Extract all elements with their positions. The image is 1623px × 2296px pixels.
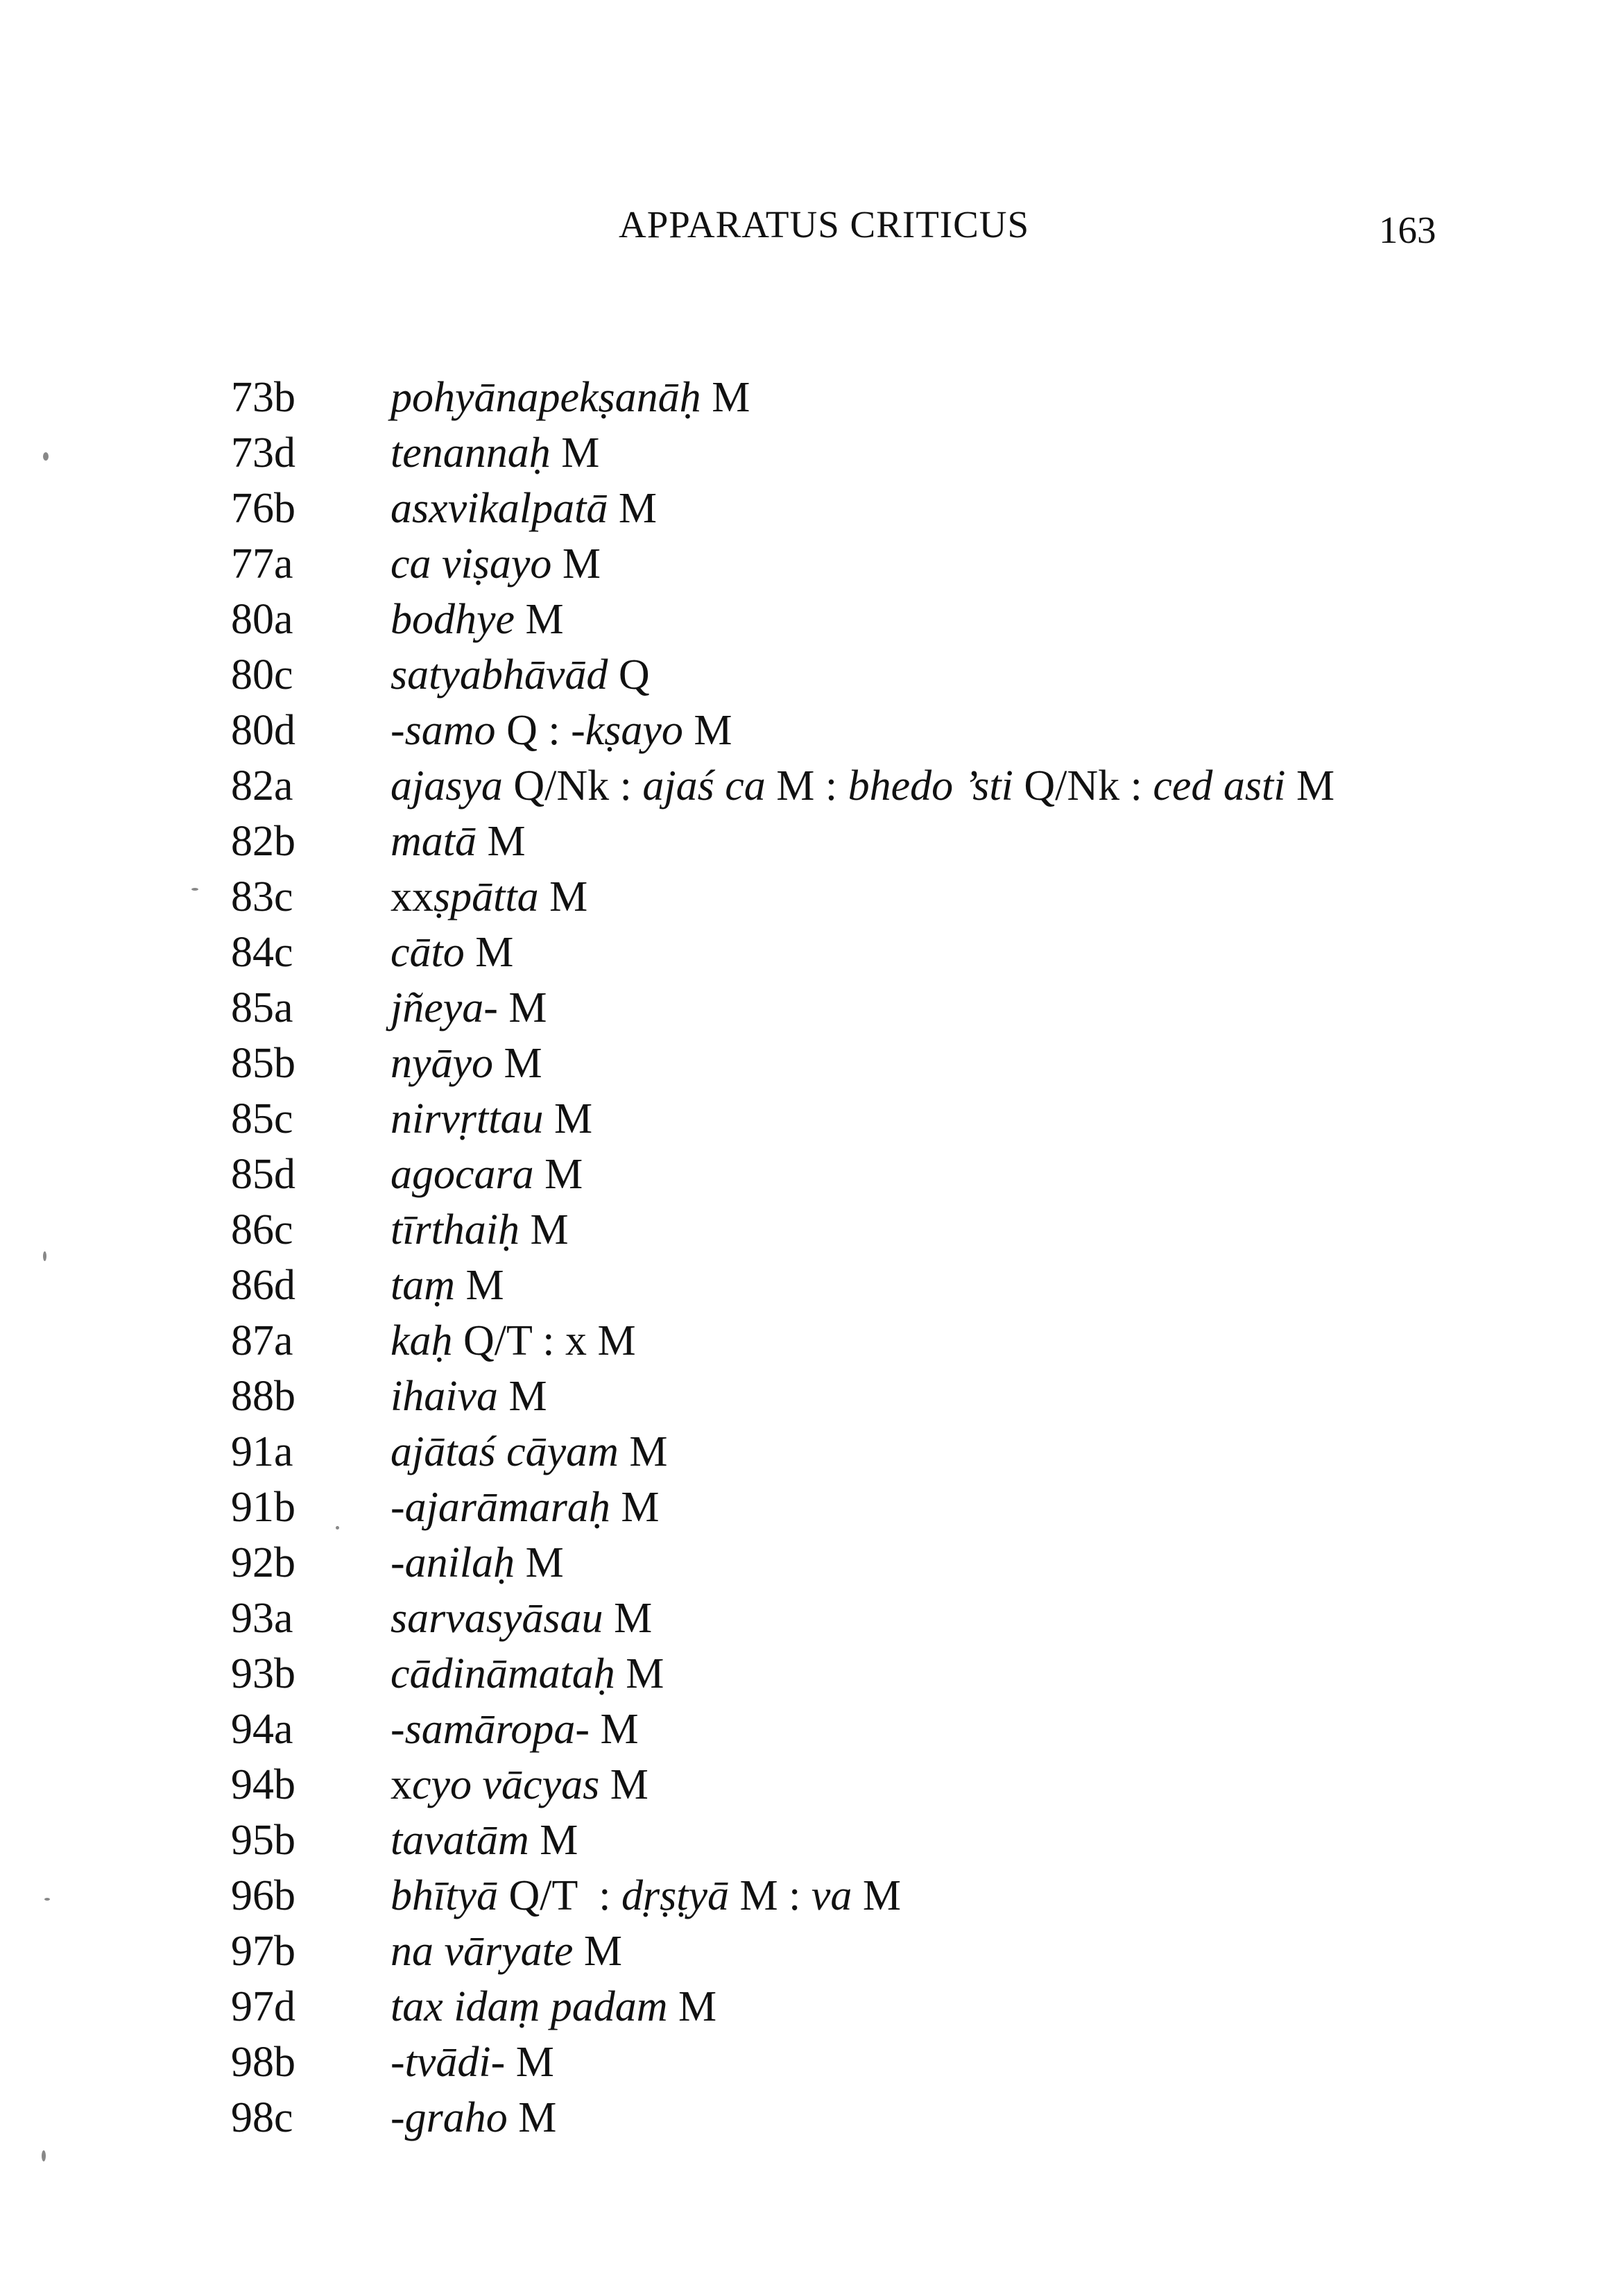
variant-reading xyxy=(390,980,1403,1036)
verse-reference: 85b xyxy=(231,1040,295,1087)
scan-speck xyxy=(336,1526,339,1530)
witness-siglum: M xyxy=(610,1484,660,1531)
apparatus-entry xyxy=(0,1091,1623,1147)
witness-siglum: M xyxy=(543,1095,593,1142)
variant-reading xyxy=(390,1813,1403,1868)
verse-reference: 85d xyxy=(231,1151,295,1198)
witness-siglum: M xyxy=(603,1595,653,1642)
witness-siglum: M : xyxy=(765,762,848,809)
variant-reading xyxy=(390,370,1403,425)
witness-siglum: M xyxy=(590,1706,639,1753)
verse-reference: 97d xyxy=(231,1983,295,2030)
apparatus-entry xyxy=(0,814,1623,869)
variant-reading xyxy=(390,1868,1403,1924)
verse-reference: 98b xyxy=(231,2039,295,2086)
reading-text: tax idaṃ padam xyxy=(390,1983,668,2030)
reading-text: cāto xyxy=(390,929,465,976)
variant-reading xyxy=(390,1480,1403,1535)
witness-siglum: M xyxy=(618,1428,668,1475)
witness-siglum: M xyxy=(505,2039,554,2086)
witness-siglum: M xyxy=(515,1539,564,1586)
verse-reference: 87a xyxy=(231,1317,293,1364)
apparatus-entry xyxy=(0,481,1623,536)
reading-text: -anilaḥ xyxy=(390,1539,515,1586)
scan-speck xyxy=(43,1251,46,1261)
apparatus-entry xyxy=(0,1147,1623,1202)
verse-reference: 86d xyxy=(231,1262,295,1309)
variant-reading xyxy=(390,1313,1403,1369)
variant-reading xyxy=(390,2090,1403,2145)
reading-text: tavatām xyxy=(390,1817,529,1864)
witness-siglum: x xyxy=(390,1761,412,1808)
apparatus-entry xyxy=(0,592,1623,647)
witness-siglum: M xyxy=(701,374,750,421)
witness-siglum: M xyxy=(476,818,526,865)
verse-reference: 93a xyxy=(231,1595,293,1642)
apparatus-entry xyxy=(0,925,1623,980)
verse-reference: 91a xyxy=(231,1428,293,1475)
witness-siglum: M xyxy=(551,540,601,588)
witness-siglum: M xyxy=(682,707,732,754)
variant-reading xyxy=(390,481,1403,536)
apparatus-entry xyxy=(0,536,1623,592)
apparatus-entry xyxy=(0,2034,1623,2090)
witness-siglum: M xyxy=(667,1983,717,2030)
reading-text: tenannaḥ xyxy=(390,429,551,477)
apparatus-entry xyxy=(0,980,1623,1036)
apparatus-entry xyxy=(0,1202,1623,1258)
witness-siglum: M : xyxy=(728,1872,812,1919)
verse-reference: 83c xyxy=(231,873,293,920)
scan-speck xyxy=(191,888,198,891)
reading-text: ihaiva xyxy=(390,1373,498,1420)
verse-reference: 93b xyxy=(231,1650,295,1697)
variant-reading xyxy=(390,758,1403,814)
apparatus-entry xyxy=(0,1813,1623,1868)
variant-reading xyxy=(390,1091,1403,1147)
reading-text: ṣpātta xyxy=(433,873,539,920)
variant-reading xyxy=(390,425,1403,481)
page-header xyxy=(0,203,1623,258)
witness-siglum: Q/T : x M xyxy=(452,1317,636,1364)
reading-text: ajātaś cāyam xyxy=(390,1428,619,1475)
witness-siglum: M xyxy=(550,429,600,477)
witness-siglum: Q : xyxy=(495,707,572,754)
scan-speck xyxy=(43,452,49,461)
variant-reading xyxy=(390,592,1403,647)
witness-siglum: Q/T : xyxy=(497,1872,621,1919)
verse-reference: 76b xyxy=(231,485,295,532)
witness-siglum: M xyxy=(455,1262,504,1309)
variant-reading xyxy=(390,1258,1403,1313)
reading-text: -samo xyxy=(390,707,496,754)
running-title: APPARATUS CRITICUS xyxy=(619,203,1030,246)
reading-text: -tvādi- xyxy=(390,2039,506,2086)
apparatus-entry xyxy=(0,1313,1623,1369)
apparatus-entries xyxy=(0,370,1623,2145)
reading-text: asxvikalpatā xyxy=(390,485,608,532)
apparatus-entry xyxy=(0,1757,1623,1813)
apparatus-entry xyxy=(0,370,1623,425)
reading-text: -graho xyxy=(390,2094,508,2141)
witness-siglum: xx xyxy=(390,873,433,920)
apparatus-entry xyxy=(0,1036,1623,1091)
apparatus-entry xyxy=(0,1535,1623,1591)
reading-text: nyāyo xyxy=(390,1040,494,1087)
verse-reference: 96b xyxy=(231,1872,295,1919)
variant-reading xyxy=(390,1202,1403,1258)
variant-reading xyxy=(390,536,1403,592)
verse-reference: 84c xyxy=(231,929,293,976)
witness-siglum: M xyxy=(497,984,547,1031)
reading-text: -ajarāmaraḥ xyxy=(390,1484,610,1531)
variant-reading xyxy=(390,1702,1403,1757)
apparatus-entry xyxy=(0,1868,1623,1924)
reading-text: na vāryate xyxy=(390,1928,574,1975)
scan-speck xyxy=(44,1898,50,1901)
reading-text: kaḥ xyxy=(390,1317,453,1364)
variant-reading xyxy=(390,1424,1403,1480)
witness-siglum: M xyxy=(533,1151,583,1198)
variant-reading xyxy=(390,703,1403,758)
apparatus-entry xyxy=(0,703,1623,758)
reading-text: cādināmataḥ xyxy=(390,1650,615,1697)
verse-reference: 85c xyxy=(231,1095,293,1142)
verse-reference: 95b xyxy=(231,1817,295,1864)
reading-text: bodhye xyxy=(390,596,515,643)
apparatus-entry xyxy=(0,869,1623,925)
witness-siglum: M xyxy=(538,873,588,920)
witness-siglum: M xyxy=(464,929,514,976)
witness-siglum: M xyxy=(573,1928,623,1975)
verse-reference: 86c xyxy=(231,1206,293,1253)
apparatus-entry xyxy=(0,1646,1623,1702)
witness-siglum: Q/Nk : xyxy=(502,762,643,809)
verse-reference: 80d xyxy=(231,707,295,754)
reading-text: tīrthaiḥ xyxy=(390,1206,520,1253)
reading-text: agocara xyxy=(390,1151,534,1198)
reading-text: bhedo ’sti xyxy=(848,762,1013,809)
witness-siglum: M xyxy=(515,596,564,643)
variant-reading xyxy=(390,1535,1403,1591)
apparatus-entry xyxy=(0,2090,1623,2145)
verse-reference: 98c xyxy=(231,2094,293,2141)
variant-reading xyxy=(390,925,1403,980)
witness-siglum: M xyxy=(519,1206,569,1253)
apparatus-entry xyxy=(0,1702,1623,1757)
apparatus-entry xyxy=(0,1258,1623,1313)
variant-reading xyxy=(390,1924,1403,1979)
witness-siglum: M xyxy=(1285,762,1335,809)
verse-reference: 73d xyxy=(231,429,295,477)
witness-siglum: Q/Nk : xyxy=(1013,762,1153,809)
witness-siglum: M xyxy=(608,485,658,532)
verse-reference: 94b xyxy=(231,1761,295,1808)
variant-reading xyxy=(390,1979,1403,2034)
verse-reference: 80c xyxy=(231,651,293,699)
reading-text: pohyānapekṣanāḥ xyxy=(390,374,701,421)
witness-siglum: M xyxy=(529,1817,578,1864)
reading-text: bhītyā xyxy=(390,1872,498,1919)
witness-siglum: M xyxy=(507,2094,557,2141)
variant-reading xyxy=(390,647,1403,703)
verse-reference: 94a xyxy=(231,1706,293,1753)
page-number: 163 xyxy=(1379,209,1436,251)
witness-siglum: M xyxy=(493,1040,542,1087)
variant-reading xyxy=(390,1147,1403,1202)
variant-reading xyxy=(390,1369,1403,1424)
apparatus-entry xyxy=(0,758,1623,814)
verse-reference: 92b xyxy=(231,1539,295,1586)
scan-speck xyxy=(42,2150,46,2161)
witness-siglum: M xyxy=(615,1650,664,1697)
apparatus-entry xyxy=(0,1369,1623,1424)
verse-reference: 82a xyxy=(231,762,293,809)
verse-reference: 91b xyxy=(231,1484,295,1531)
reading-text: ajasya xyxy=(390,762,503,809)
apparatus-entry xyxy=(0,1424,1623,1480)
apparatus-entry xyxy=(0,1480,1623,1535)
variant-reading xyxy=(390,1646,1403,1702)
reading-text: nirvṛttau xyxy=(390,1095,544,1142)
variant-reading xyxy=(390,1591,1403,1646)
apparatus-entry xyxy=(0,647,1623,703)
witness-siglum: M xyxy=(497,1373,547,1420)
verse-reference: 80a xyxy=(231,596,293,643)
reading-text: taṃ xyxy=(390,1262,455,1309)
verse-reference: 97b xyxy=(231,1928,295,1975)
reading-text: ajaś ca xyxy=(642,762,766,809)
reading-text: cyo vācyas xyxy=(412,1761,600,1808)
witness-siglum: M xyxy=(599,1761,649,1808)
reading-text: matā xyxy=(390,818,476,865)
reading-text: sarvasyāsau xyxy=(390,1595,603,1642)
verse-reference: 85a xyxy=(231,984,293,1031)
variant-reading xyxy=(390,1757,1403,1813)
witness-siglum: Q xyxy=(608,651,650,699)
reading-text: satyabhāvād xyxy=(390,651,608,699)
apparatus-entry xyxy=(0,1591,1623,1646)
reading-text: ced asti xyxy=(1153,762,1286,809)
verse-reference: 77a xyxy=(231,540,293,588)
reading-text: va xyxy=(811,1872,852,1919)
apparatus-entry xyxy=(0,1979,1623,2034)
verse-reference: 88b xyxy=(231,1373,295,1420)
verse-reference: 73b xyxy=(231,374,295,421)
variant-reading xyxy=(390,1036,1403,1091)
variant-reading xyxy=(390,2034,1403,2090)
verse-reference: 82b xyxy=(231,818,295,865)
variant-reading xyxy=(390,814,1403,869)
reading-text: jñeya- xyxy=(390,984,498,1031)
witness-siglum: M xyxy=(852,1872,901,1919)
reading-text: -samāropa- xyxy=(390,1706,590,1753)
reading-text: dṛṣṭyā xyxy=(621,1872,729,1919)
reading-text: -kṣayo xyxy=(571,707,683,754)
apparatus-entry xyxy=(0,1924,1623,1979)
reading-text: ca viṣayo xyxy=(390,540,552,588)
apparatus-entry xyxy=(0,425,1623,481)
variant-reading xyxy=(390,869,1403,925)
